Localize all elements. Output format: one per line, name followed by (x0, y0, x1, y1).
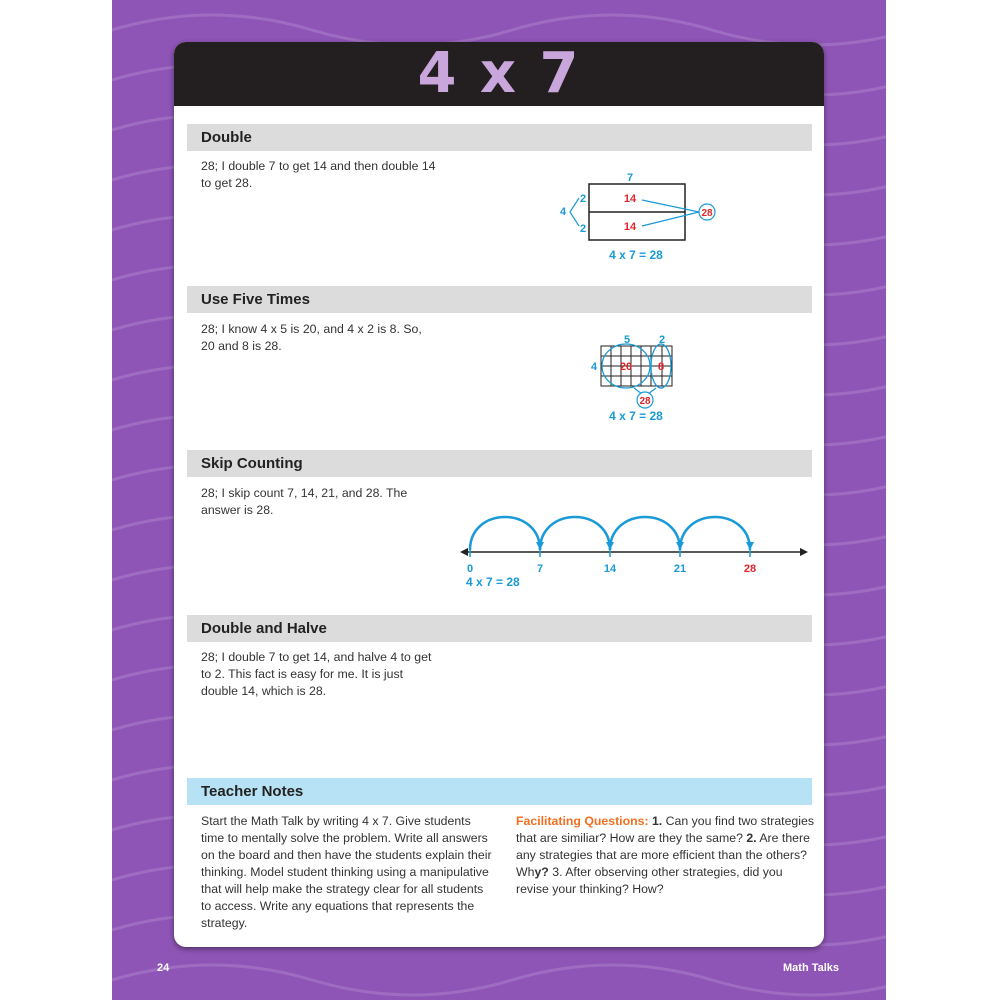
page-title: 4 x 7 (417, 42, 581, 106)
tick-label: 14 (603, 563, 617, 575)
teacher-notes-heading (187, 778, 812, 805)
equation: 4 x 7 = 28 (466, 575, 520, 589)
part-lower: 2 (579, 223, 587, 235)
page-background (112, 0, 886, 1000)
content-card (174, 42, 824, 947)
equation: 4 x 7 = 28 (609, 409, 663, 423)
facilitating-label: Facilitating Questions: (516, 814, 649, 828)
section-text-skip-counting: 28; I skip count 7, 14, 21, and 28. The answer is 28. (201, 486, 408, 517)
jump-arc-1 (470, 517, 540, 550)
tick-label: 0 (466, 563, 474, 575)
left-label: 4 (590, 361, 598, 373)
cell-20: 20 (619, 361, 633, 373)
number-line (458, 506, 814, 592)
section-title: Teacher Notes (201, 783, 304, 800)
section-text-use-five-times: 28; I know 4 x 5 is 20, and 4 x 2 is 8. So, 20 and 8 is 28. (201, 322, 422, 353)
question-1-number: 1. (651, 814, 663, 828)
cell-upper: 14 (623, 193, 637, 205)
section-text-double: 28; I double 7 to get 14 and then double 14 to get 28. (201, 159, 436, 190)
facilitating-questions (516, 813, 814, 898)
tick-label: 21 (673, 563, 687, 575)
cell-lower: 14 (623, 221, 637, 233)
arrow-right (800, 548, 808, 556)
top-label: 7 (626, 172, 634, 184)
section-title: Double (201, 129, 252, 146)
section-title: Skip Counting (201, 455, 303, 472)
tick-label-final: 28 (743, 563, 757, 575)
section-text-double-and-halve: 28; I double 7 to get 14, and halve 4 to get to 2. This fact is easy for me. It is just double 14, which is 28. (201, 650, 432, 698)
section-heading-skip-counting (187, 450, 812, 477)
title-bar (174, 42, 824, 106)
top-label-5: 5 (623, 334, 631, 346)
result-value: 28 (639, 396, 651, 407)
double-area-model (544, 170, 724, 266)
book-title: Math Talks (783, 962, 840, 974)
question-2: Are there any strategies that are more efficient than the others? Wh (516, 831, 810, 879)
jump-arc-4 (680, 517, 750, 550)
jump-arc-3 (610, 517, 680, 550)
section-heading-double (187, 124, 812, 151)
arrow-left (460, 548, 468, 556)
question-2-number: 2. (746, 831, 757, 845)
array-model (584, 332, 684, 424)
result-value: 28 (701, 208, 713, 219)
section-heading-use-five-times (187, 286, 812, 313)
left-label: 4 (559, 206, 567, 218)
top-label-2: 2 (658, 334, 666, 346)
page-number: 24 (157, 962, 170, 974)
equation: 4 x 7 = 28 (609, 248, 663, 262)
teacher-notes-left: Start the Math Talk by writing 4 x 7. Give students time to mentally solve the problem. Write all answers on the board and then have the students explain their thinking. Model student thinking using a manipulative that will help make the strategy clear for all students to access. Write any equations that represents the strategy. (201, 814, 492, 930)
section-title: Double and Halve (201, 620, 327, 637)
section-heading-double-and-halve (187, 615, 812, 642)
jump-arc-2 (540, 517, 610, 550)
question-3: 3. After observing other strategies, did you revise your thinking? How? (516, 865, 783, 896)
tick-label: 7 (536, 563, 544, 575)
question-2-bold: y? (534, 865, 549, 879)
part-upper: 2 (579, 193, 587, 205)
section-title: Use Five Times (201, 291, 310, 308)
cell-8: 8 (657, 361, 665, 373)
split-bracket (570, 198, 579, 226)
question-1: Can you find two strategies that are similiar? How are they the same? (516, 814, 814, 845)
